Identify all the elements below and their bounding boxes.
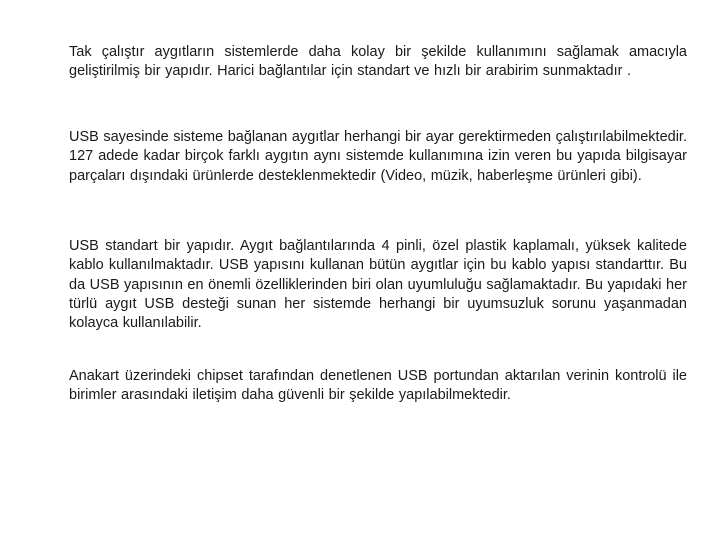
paragraph-plug-and-play: Tak çalıştır aygıtların sistemlerde daha kolay bir şekilde kullanımını sağlamak amacıyla geliştirilmiş bir yapıdır. Harici bağlantılar için standart ve hızlı bir arabirim sunmaktadır . <box>69 44 687 80</box>
paragraph-usb-standard: USB standart bir yapıdır. Aygıt bağlantılarında 4 pinli, özel plastik kaplamalı, yüksek kalitede kablo kullanılmaktadır. USB yapısını kullanan bütün aygıtlar için bu kablo yapısı standarttır. Bu da USB yapısının en önemli özelliklerinden biri olan uyumluluğu sağlamaktadır. Bu yapıdaki her türlü aygıt USB desteği sunan her sistemde herhangi bir uyumsuzluk sorunu yaşanmadan kolayca kullanılabilir. <box>69 238 687 332</box>
paragraph-usb-devices: USB sayesinde sisteme bağlanan aygıtlar herhangi bir ayar gerektirmeden çalıştırılabilmektedir. 127 adede kadar birçok farklı aygıtın aynı sistemde kullanımına izin veren bu yapıda bilgisayar parçaları dışındaki ürünlerde desteklenmektedir (Video, müzik, haberleşme ürünleri gibi). <box>69 129 687 184</box>
paragraph-chipset-control: Anakart üzerindeki chipset tarafından denetlenen USB portundan aktarılan verinin kontrolü ile birimler arasındaki iletişim daha güvenli bir şekilde yapılabilmektedir. <box>69 368 687 404</box>
